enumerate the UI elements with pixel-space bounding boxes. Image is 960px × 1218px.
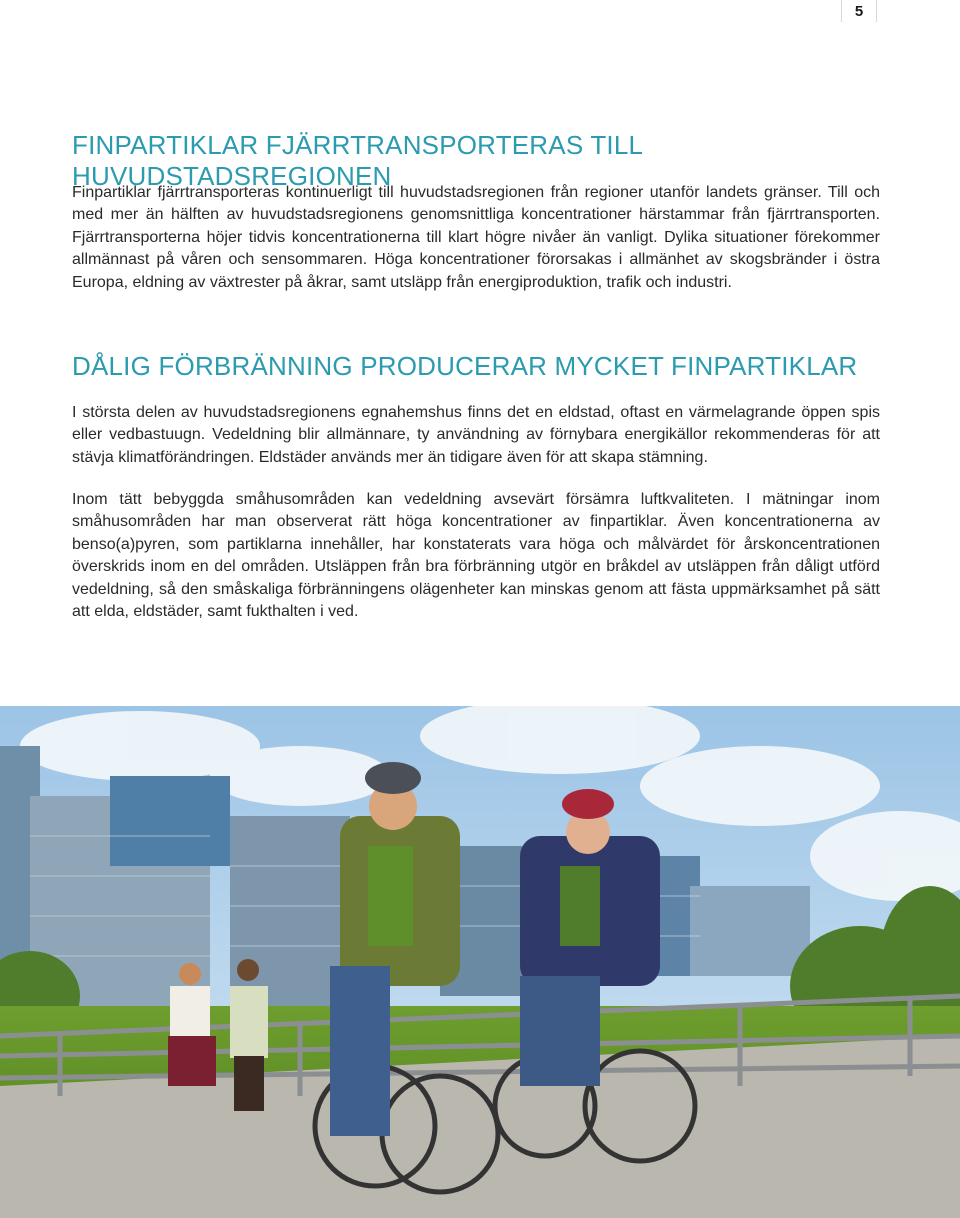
paragraph-small-house-areas: Inom tätt bebyggda småhusområden kan vedeldning avsevärt försämra luftkvaliteten. I mätningar inom småhusområden har man observerat rätt höga koncentrationer av finpartiklar. Även koncentrationerna av benso(a)pyren, som partiklarna innehåller, har konstaterats vara höga och målvärdet för årskoncentrationen överskrids inom en del områden. Utsläppen från bra förbränning utgör en bråkdel av utsläppen från dåligt utförd vedeldning, så den småskaliga förbränningens olägenheter kan minskas genom att fästa uppmärksamhet på sätt att elda, eldstäder, samt fukthalten i ved. (72, 491, 880, 621)
paragraph-long-range-transport: Finpartiklar fjärrtransporteras kontinuerligt till huvudstadsregionen från regioner utanför landets gränser. Till och med mer än hälften av huvudstadsregionens genomsnittliga koncentrationer härstammar från fjärrtransporten. Fjärrtransporterna höjer tidvis koncentrationerna till klart högre nivåer än vanligt. Dylika situationer förekommer allmännast på våren och sensommaren. Höga koncentrationer förorsakas i allmänhet av skogsbränder i östra Europa, eldning av växtrester på åkrar, samt utsläpp från energiproduktion, trafik och industri. (72, 184, 880, 291)
photo-cyclists (0, 706, 960, 1218)
section-heading-poor-combustion: DÅLIG FÖRBRÄNNING PRODUCERAR MYCKET FINPARTIKLAR (72, 351, 858, 381)
section-heading-long-range-transport: FINPARTIKLAR FJÄRRTRANSPORTERAS TILL HUVUDSTADSREGIONEN (72, 130, 643, 191)
paragraph-wood-heating: I största delen av huvudstadsregionens egnahemshus finns det en eldstad, oftast en värmelagrande öppen spis eller vedbastuugn. Vedeldning blir allmännare, ty användning av förnybara energikällor rekommenderas för att stävja klimatförändringen. Eldstäder används mer än tidigare även för att skapa stämning. (72, 404, 880, 466)
page-number: 5 (841, 0, 877, 22)
